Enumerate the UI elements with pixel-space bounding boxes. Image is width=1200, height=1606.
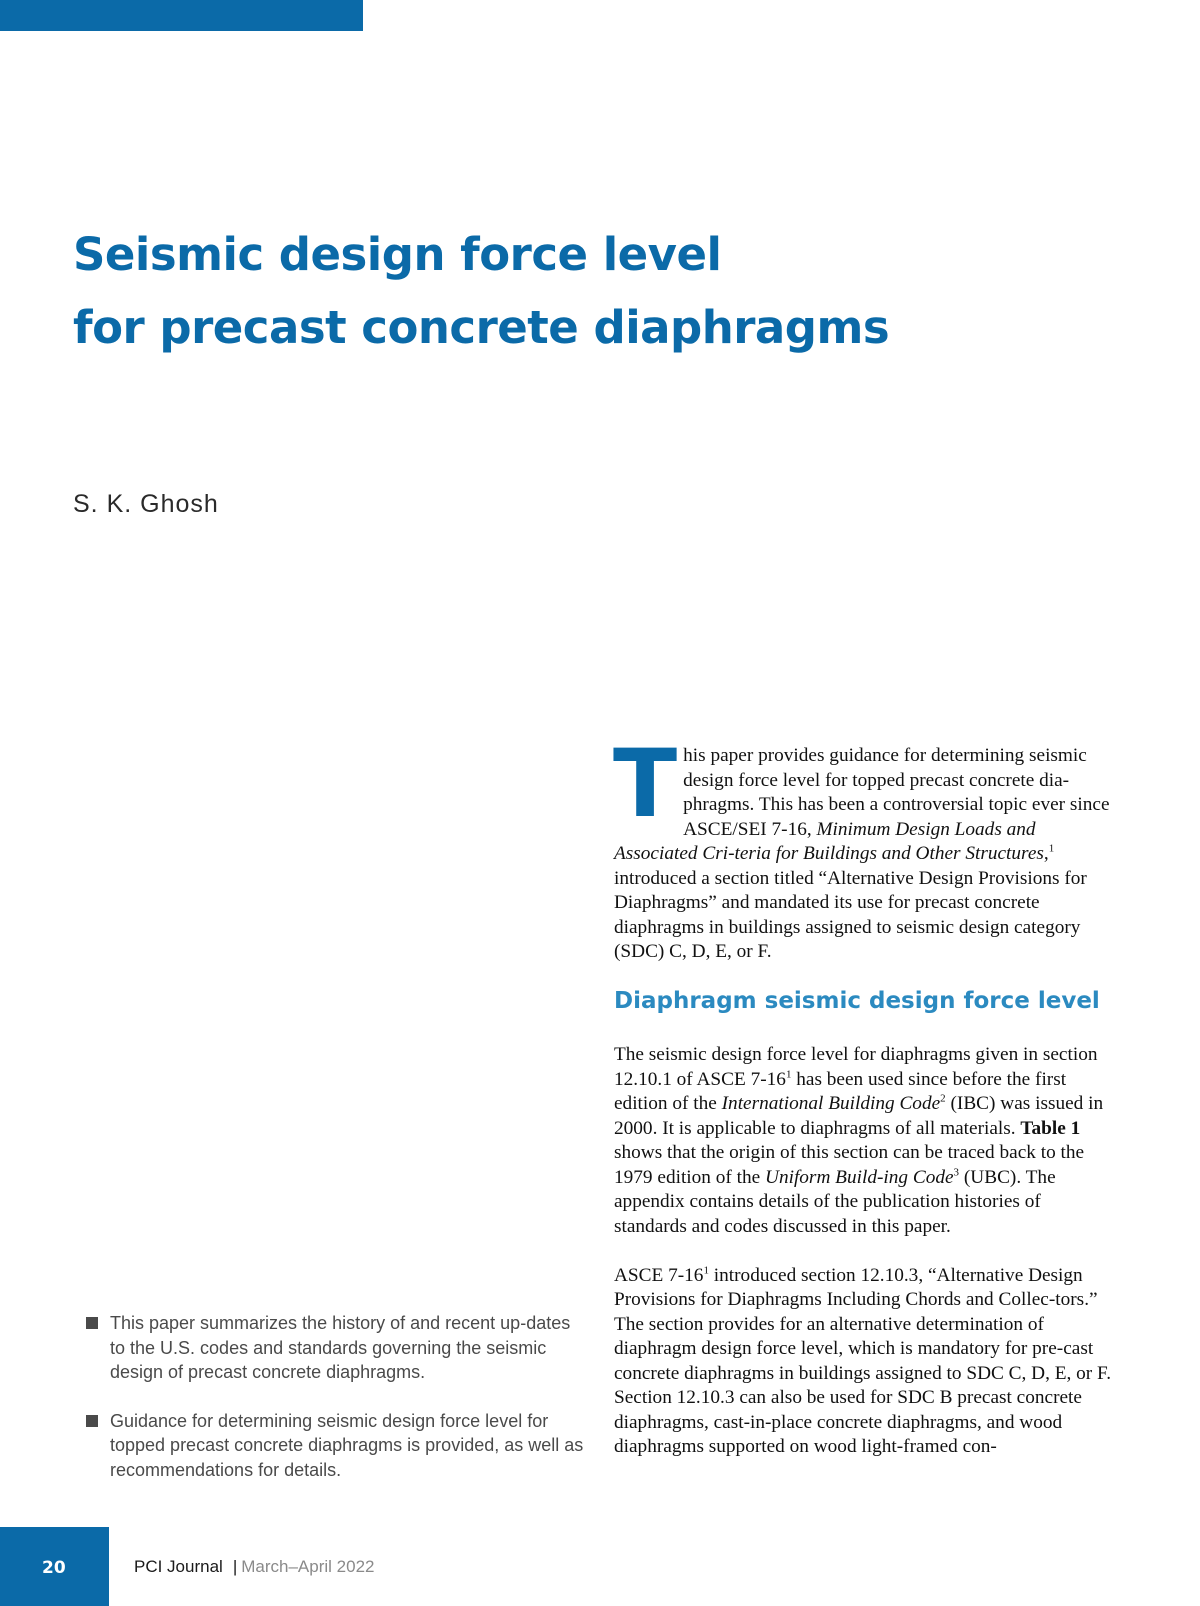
body-paragraph <box>614 1043 1118 1239</box>
key-point <box>86 1409 586 1483</box>
square-bullet-icon <box>86 1415 98 1427</box>
intro-text-b: , <box>1043 843 1049 864</box>
body-paragraph <box>614 1264 1118 1460</box>
ubc-title: Uniform Build-ing Code <box>765 1166 954 1188</box>
reference-2-link[interactable]: 2 <box>940 1092 946 1105</box>
paragraph-text: The seismic design force level for diaphragms given in section 12.10.1 of ASCE 7-16 <box>614 1044 1098 1090</box>
table-1-link[interactable]: Table 1 <box>1020 1117 1081 1139</box>
intro-paragraph <box>613 730 1118 965</box>
reference-1-link[interactable]: 1 <box>1048 842 1055 855</box>
article-title <box>73 218 1073 364</box>
issue-date: March–April 2022 <box>241 1557 375 1576</box>
page-number: 20 <box>42 1558 66 1578</box>
intro-standard-title: Minimum Design Loads and Associated Cri-teria for Buildings and Other Structures <box>614 818 1044 864</box>
paragraph-text: has been used since before the first edition of the <box>614 1068 1067 1114</box>
drop-cap: T <box>613 730 678 839</box>
intro-text-a: his paper provides guidance for determining seismic design force level for topped precast concrete dia-phragms. This has been a controversial topic ever since ASCE/SEI 7-16, <box>683 745 1110 840</box>
reference-3-link[interactable]: 3 <box>953 1166 960 1179</box>
running-footer <box>134 1557 375 1577</box>
paragraph-text: introduced section 12.10.3, “Alternative Design Provisions for Diaphragms Including Chords and Collec-tors.” The section provides for an alternative determination of diaphragm design force level, which is mandatory for pre-cast concrete diaphragms in buildings assigned to SDC C, D, E, or F. Section 12.10.3 can also be used for SDC B precast concrete diaphragms, cast-in-place concrete diaphragms, and wood diaphragms supported on wood light-framed con- <box>614 1264 1112 1457</box>
key-point-text: This paper summarizes the history of and recent up-dates to the U.S. codes and standards governing the seismic design of precast concrete diaphragms. <box>110 1313 571 1382</box>
paragraph-text: (UBC). The appendix contains details of the publication histories of standards and codes discussed in this paper. <box>614 1166 1056 1237</box>
journal-name: PCI Journal <box>134 1557 223 1576</box>
paragraph-text: shows that the origin of this section can be traced back to the 1979 edition of the <box>614 1142 1085 1188</box>
article-body <box>613 730 1118 1484</box>
header-accent-bar <box>0 0 363 31</box>
key-points-list <box>86 1311 586 1506</box>
paragraph-text: (IBC) was issued in 2000. It is applicable to diaphragms of all materials. <box>614 1093 1104 1139</box>
key-point <box>86 1311 586 1385</box>
paragraph-text: ASCE 7-16 <box>614 1264 704 1286</box>
author-name: S. K. Ghosh <box>73 490 219 518</box>
ibc-title: International Building Code <box>721 1093 941 1114</box>
reference-1-link[interactable]: 1 <box>785 1068 792 1081</box>
title-line-1: Seismic design force level <box>73 228 722 281</box>
section-heading: Diaphragm seismic design force level <box>614 988 1100 1014</box>
footer-separator: | <box>232 1557 238 1576</box>
intro-text-c: introduced a section titled “Alternative Design Provisions for Diaphragms” and mandated its use for precast concrete diaphragms in buildings assigned to seismic design category (SDC) C, D, E, or F. <box>614 867 1087 962</box>
key-point-text: Guidance for determining seismic design force level for topped precast concrete diaphragms is provided, as well as recommendations for details. <box>110 1410 584 1480</box>
title-line-2: for precast concrete diaphragms <box>73 301 890 354</box>
square-bullet-icon <box>86 1317 98 1329</box>
reference-1-link[interactable]: 1 <box>703 1264 709 1277</box>
